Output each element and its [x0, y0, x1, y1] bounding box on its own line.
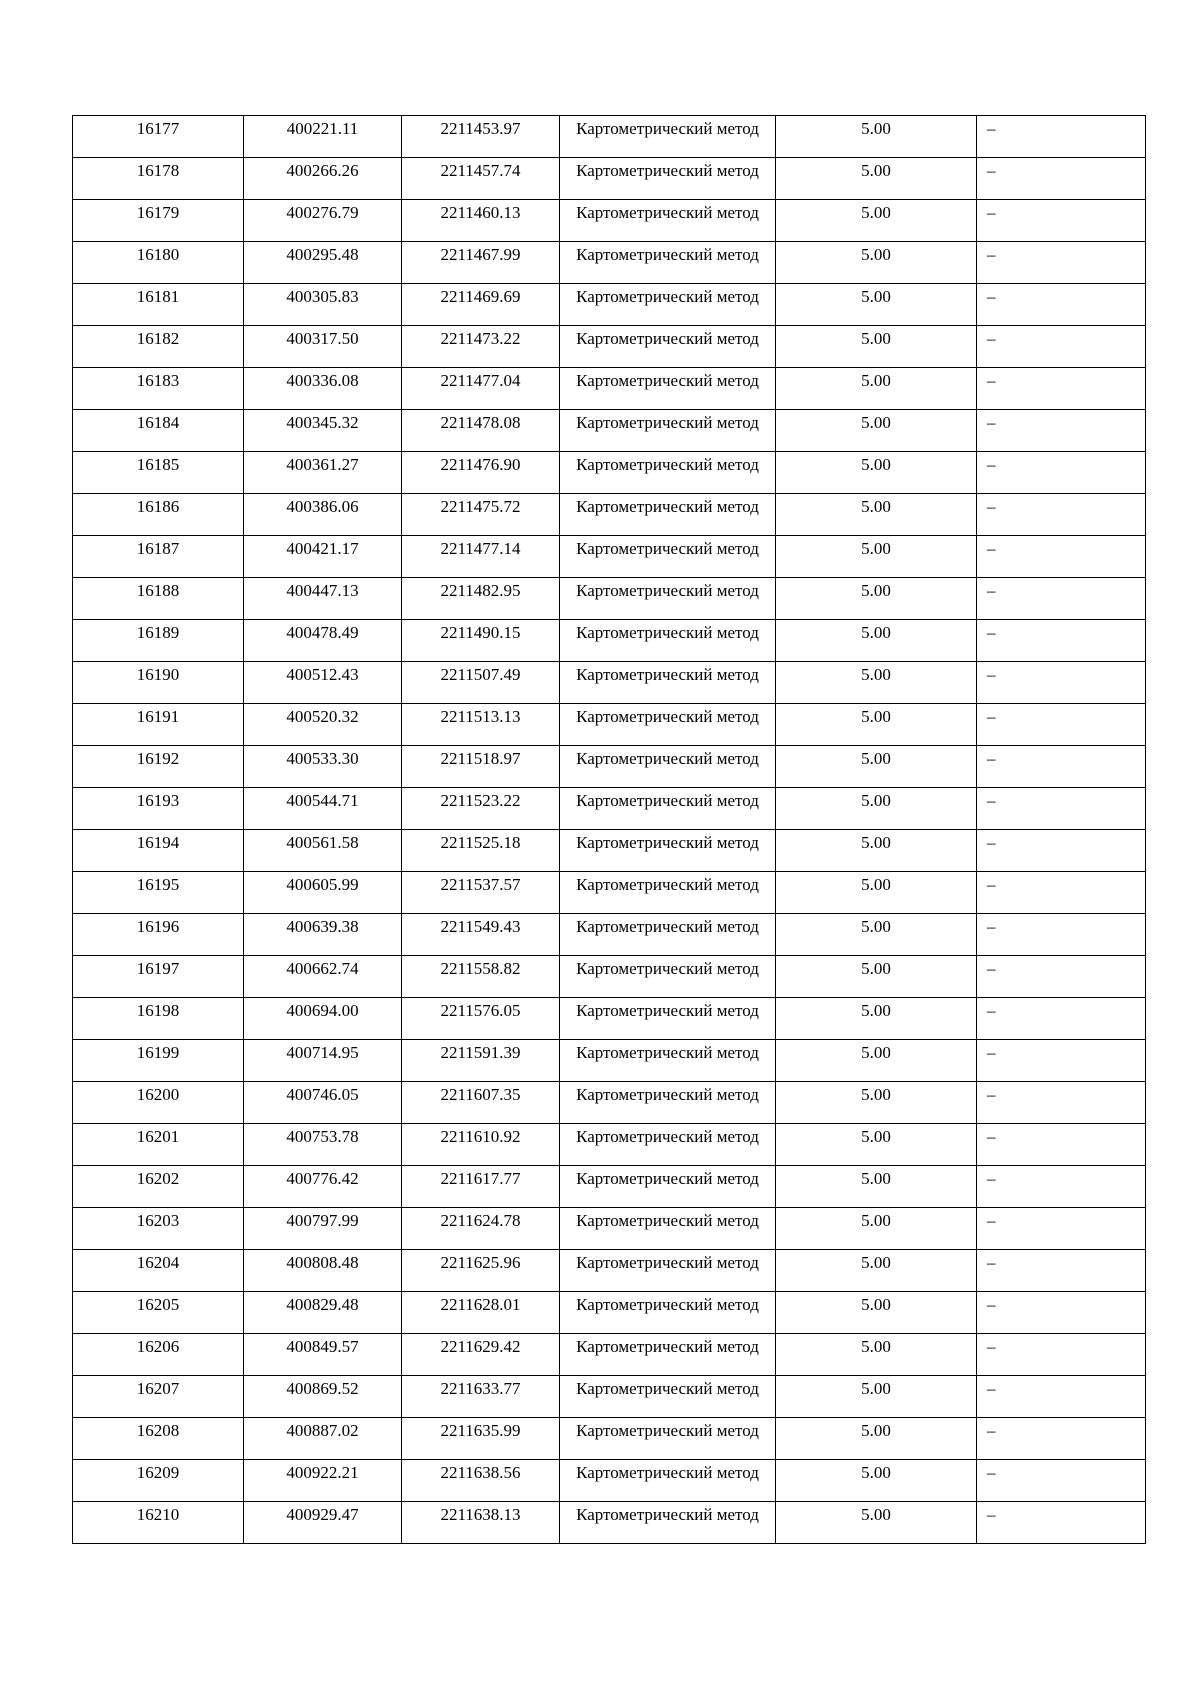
x-coordinate-cell: 400887.02 [244, 1418, 402, 1460]
x-coordinate-cell: 400421.17 [244, 536, 402, 578]
note-cell: – [977, 1376, 1146, 1418]
table-row [73, 578, 1146, 620]
y-coordinate-cell: 2211610.92 [402, 1124, 560, 1166]
note-cell: – [977, 1334, 1146, 1376]
method-cell: Картометрический метод [560, 998, 776, 1040]
y-coordinate-cell: 2211482.95 [402, 578, 560, 620]
accuracy-cell: 5.00 [776, 116, 977, 158]
table-row [73, 956, 1146, 998]
note-cell: – [977, 1460, 1146, 1502]
note-cell: – [977, 536, 1146, 578]
note-cell: – [977, 830, 1146, 872]
table-row [73, 1376, 1146, 1418]
y-coordinate-cell: 2211576.05 [402, 998, 560, 1040]
accuracy-cell: 5.00 [776, 956, 977, 998]
note-cell: – [977, 788, 1146, 830]
table-row [73, 620, 1146, 662]
x-coordinate-cell: 400221.11 [244, 116, 402, 158]
x-coordinate-cell: 400869.52 [244, 1376, 402, 1418]
point-number-cell: 16195 [73, 872, 244, 914]
accuracy-cell: 5.00 [776, 494, 977, 536]
accuracy-cell: 5.00 [776, 662, 977, 704]
table-row [73, 284, 1146, 326]
table-row [73, 242, 1146, 284]
x-coordinate-cell: 400849.57 [244, 1334, 402, 1376]
x-coordinate-cell: 400305.83 [244, 284, 402, 326]
method-cell: Картометрический метод [560, 1166, 776, 1208]
x-coordinate-cell: 400714.95 [244, 1040, 402, 1082]
point-number-cell: 16206 [73, 1334, 244, 1376]
note-cell: – [977, 1502, 1146, 1544]
y-coordinate-cell: 2211629.42 [402, 1334, 560, 1376]
accuracy-cell: 5.00 [776, 746, 977, 788]
note-cell: – [977, 1250, 1146, 1292]
y-coordinate-cell: 2211476.90 [402, 452, 560, 494]
accuracy-cell: 5.00 [776, 1418, 977, 1460]
point-number-cell: 16184 [73, 410, 244, 452]
point-number-cell: 16210 [73, 1502, 244, 1544]
x-coordinate-cell: 400478.49 [244, 620, 402, 662]
point-number-cell: 16196 [73, 914, 244, 956]
note-cell: – [977, 662, 1146, 704]
accuracy-cell: 5.00 [776, 788, 977, 830]
point-number-cell: 16207 [73, 1376, 244, 1418]
y-coordinate-cell: 2211617.77 [402, 1166, 560, 1208]
note-cell: – [977, 704, 1146, 746]
point-number-cell: 16202 [73, 1166, 244, 1208]
x-coordinate-cell: 400386.06 [244, 494, 402, 536]
y-coordinate-cell: 2211460.13 [402, 200, 560, 242]
accuracy-cell: 5.00 [776, 914, 977, 956]
method-cell: Картометрический метод [560, 1208, 776, 1250]
point-number-cell: 16201 [73, 1124, 244, 1166]
table-row [73, 1040, 1146, 1082]
note-cell: – [977, 872, 1146, 914]
x-coordinate-cell: 400605.99 [244, 872, 402, 914]
method-cell: Картометрический метод [560, 872, 776, 914]
x-coordinate-cell: 400922.21 [244, 1460, 402, 1502]
note-cell: – [977, 368, 1146, 410]
accuracy-cell: 5.00 [776, 1502, 977, 1544]
table-row [73, 1166, 1146, 1208]
note-cell: – [977, 452, 1146, 494]
x-coordinate-cell: 400662.74 [244, 956, 402, 998]
table-row [73, 1502, 1146, 1544]
method-cell: Картометрический метод [560, 578, 776, 620]
y-coordinate-cell: 2211475.72 [402, 494, 560, 536]
note-cell: – [977, 200, 1146, 242]
note-cell: – [977, 1040, 1146, 1082]
method-cell: Картометрический метод [560, 1250, 776, 1292]
point-number-cell: 16190 [73, 662, 244, 704]
y-coordinate-cell: 2211638.13 [402, 1502, 560, 1544]
y-coordinate-cell: 2211473.22 [402, 326, 560, 368]
point-number-cell: 16191 [73, 704, 244, 746]
table-row [73, 1460, 1146, 1502]
method-cell: Картометрический метод [560, 116, 776, 158]
y-coordinate-cell: 2211477.14 [402, 536, 560, 578]
point-number-cell: 16188 [73, 578, 244, 620]
y-coordinate-cell: 2211469.69 [402, 284, 560, 326]
table-row [73, 452, 1146, 494]
note-cell: – [977, 410, 1146, 452]
note-cell: – [977, 1124, 1146, 1166]
note-cell: – [977, 1082, 1146, 1124]
accuracy-cell: 5.00 [776, 830, 977, 872]
method-cell: Картометрический метод [560, 1334, 776, 1376]
method-cell: Картометрический метод [560, 788, 776, 830]
method-cell: Картометрический метод [560, 1040, 776, 1082]
x-coordinate-cell: 400336.08 [244, 368, 402, 410]
table-row [73, 1418, 1146, 1460]
table-row [73, 914, 1146, 956]
x-coordinate-cell: 400694.00 [244, 998, 402, 1040]
method-cell: Картометрический метод [560, 914, 776, 956]
point-number-cell: 16203 [73, 1208, 244, 1250]
accuracy-cell: 5.00 [776, 1040, 977, 1082]
x-coordinate-cell: 400639.38 [244, 914, 402, 956]
method-cell: Картометрический метод [560, 1124, 776, 1166]
accuracy-cell: 5.00 [776, 452, 977, 494]
x-coordinate-cell: 400295.48 [244, 242, 402, 284]
method-cell: Картометрический метод [560, 1460, 776, 1502]
y-coordinate-cell: 2211625.96 [402, 1250, 560, 1292]
x-coordinate-cell: 400808.48 [244, 1250, 402, 1292]
table-row [73, 1124, 1146, 1166]
y-coordinate-cell: 2211518.97 [402, 746, 560, 788]
note-cell: – [977, 158, 1146, 200]
y-coordinate-cell: 2211523.22 [402, 788, 560, 830]
x-coordinate-cell: 400447.13 [244, 578, 402, 620]
accuracy-cell: 5.00 [776, 410, 977, 452]
x-coordinate-cell: 400929.47 [244, 1502, 402, 1544]
point-number-cell: 16179 [73, 200, 244, 242]
point-number-cell: 16180 [73, 242, 244, 284]
point-number-cell: 16199 [73, 1040, 244, 1082]
y-coordinate-cell: 2211467.99 [402, 242, 560, 284]
x-coordinate-cell: 400520.32 [244, 704, 402, 746]
table-row [73, 536, 1146, 578]
accuracy-cell: 5.00 [776, 1292, 977, 1334]
table-row [73, 1208, 1146, 1250]
accuracy-cell: 5.00 [776, 1166, 977, 1208]
point-number-cell: 16192 [73, 746, 244, 788]
note-cell: – [977, 284, 1146, 326]
accuracy-cell: 5.00 [776, 1208, 977, 1250]
accuracy-cell: 5.00 [776, 704, 977, 746]
coordinates-table-body [73, 116, 1146, 1544]
table-row [73, 200, 1146, 242]
accuracy-cell: 5.00 [776, 998, 977, 1040]
note-cell: – [977, 116, 1146, 158]
point-number-cell: 16178 [73, 158, 244, 200]
table-row [73, 788, 1146, 830]
method-cell: Картометрический метод [560, 368, 776, 410]
table-row [73, 410, 1146, 452]
y-coordinate-cell: 2211549.43 [402, 914, 560, 956]
method-cell: Картометрический метод [560, 704, 776, 746]
table-row [73, 158, 1146, 200]
table-row [73, 872, 1146, 914]
accuracy-cell: 5.00 [776, 200, 977, 242]
table-row [73, 116, 1146, 158]
x-coordinate-cell: 400512.43 [244, 662, 402, 704]
point-number-cell: 16187 [73, 536, 244, 578]
x-coordinate-cell: 400533.30 [244, 746, 402, 788]
table-row [73, 998, 1146, 1040]
accuracy-cell: 5.00 [776, 284, 977, 326]
note-cell: – [977, 956, 1146, 998]
point-number-cell: 16182 [73, 326, 244, 368]
method-cell: Картометрический метод [560, 1082, 776, 1124]
note-cell: – [977, 746, 1146, 788]
table-row [73, 662, 1146, 704]
method-cell: Картометрический метод [560, 494, 776, 536]
table-row [73, 746, 1146, 788]
table-row [73, 1334, 1146, 1376]
accuracy-cell: 5.00 [776, 1376, 977, 1418]
method-cell: Картометрический метод [560, 200, 776, 242]
y-coordinate-cell: 2211607.35 [402, 1082, 560, 1124]
x-coordinate-cell: 400753.78 [244, 1124, 402, 1166]
note-cell: – [977, 1166, 1146, 1208]
table-row [73, 830, 1146, 872]
y-coordinate-cell: 2211490.15 [402, 620, 560, 662]
point-number-cell: 16208 [73, 1418, 244, 1460]
x-coordinate-cell: 400345.32 [244, 410, 402, 452]
method-cell: Картометрический метод [560, 158, 776, 200]
accuracy-cell: 5.00 [776, 158, 977, 200]
note-cell: – [977, 326, 1146, 368]
table-row [73, 1082, 1146, 1124]
point-number-cell: 16185 [73, 452, 244, 494]
accuracy-cell: 5.00 [776, 326, 977, 368]
y-coordinate-cell: 2211638.56 [402, 1460, 560, 1502]
point-number-cell: 16193 [73, 788, 244, 830]
x-coordinate-cell: 400561.58 [244, 830, 402, 872]
x-coordinate-cell: 400776.42 [244, 1166, 402, 1208]
method-cell: Картометрический метод [560, 452, 776, 494]
note-cell: – [977, 620, 1146, 662]
accuracy-cell: 5.00 [776, 1250, 977, 1292]
note-cell: – [977, 494, 1146, 536]
method-cell: Картометрический метод [560, 662, 776, 704]
point-number-cell: 16186 [73, 494, 244, 536]
accuracy-cell: 5.00 [776, 1082, 977, 1124]
note-cell: – [977, 1418, 1146, 1460]
point-number-cell: 16183 [73, 368, 244, 410]
point-number-cell: 16209 [73, 1460, 244, 1502]
y-coordinate-cell: 2211537.57 [402, 872, 560, 914]
accuracy-cell: 5.00 [776, 1334, 977, 1376]
x-coordinate-cell: 400276.79 [244, 200, 402, 242]
accuracy-cell: 5.00 [776, 368, 977, 410]
y-coordinate-cell: 2211453.97 [402, 116, 560, 158]
accuracy-cell: 5.00 [776, 1460, 977, 1502]
table-row [73, 368, 1146, 410]
point-number-cell: 16197 [73, 956, 244, 998]
table-row [73, 1292, 1146, 1334]
point-number-cell: 16200 [73, 1082, 244, 1124]
x-coordinate-cell: 400266.26 [244, 158, 402, 200]
method-cell: Картометрический метод [560, 410, 776, 452]
coordinates-table [72, 115, 1146, 1544]
y-coordinate-cell: 2211507.49 [402, 662, 560, 704]
table-row [73, 704, 1146, 746]
table-row [73, 494, 1146, 536]
point-number-cell: 16181 [73, 284, 244, 326]
method-cell: Картометрический метод [560, 242, 776, 284]
y-coordinate-cell: 2211624.78 [402, 1208, 560, 1250]
accuracy-cell: 5.00 [776, 620, 977, 662]
x-coordinate-cell: 400317.50 [244, 326, 402, 368]
method-cell: Картометрический метод [560, 1292, 776, 1334]
point-number-cell: 16177 [73, 116, 244, 158]
method-cell: Картометрический метод [560, 746, 776, 788]
method-cell: Картометрический метод [560, 1502, 776, 1544]
y-coordinate-cell: 2211477.04 [402, 368, 560, 410]
x-coordinate-cell: 400797.99 [244, 1208, 402, 1250]
method-cell: Картометрический метод [560, 620, 776, 662]
method-cell: Картометрический метод [560, 536, 776, 578]
y-coordinate-cell: 2211633.77 [402, 1376, 560, 1418]
accuracy-cell: 5.00 [776, 536, 977, 578]
x-coordinate-cell: 400361.27 [244, 452, 402, 494]
x-coordinate-cell: 400746.05 [244, 1082, 402, 1124]
point-number-cell: 16198 [73, 998, 244, 1040]
y-coordinate-cell: 2211558.82 [402, 956, 560, 998]
table-row [73, 1250, 1146, 1292]
accuracy-cell: 5.00 [776, 578, 977, 620]
note-cell: – [977, 242, 1146, 284]
y-coordinate-cell: 2211513.13 [402, 704, 560, 746]
y-coordinate-cell: 2211525.18 [402, 830, 560, 872]
note-cell: – [977, 1208, 1146, 1250]
table-row [73, 326, 1146, 368]
method-cell: Картометрический метод [560, 1376, 776, 1418]
method-cell: Картометрический метод [560, 284, 776, 326]
point-number-cell: 16204 [73, 1250, 244, 1292]
x-coordinate-cell: 400544.71 [244, 788, 402, 830]
y-coordinate-cell: 2211628.01 [402, 1292, 560, 1334]
accuracy-cell: 5.00 [776, 1124, 977, 1166]
y-coordinate-cell: 2211591.39 [402, 1040, 560, 1082]
accuracy-cell: 5.00 [776, 872, 977, 914]
method-cell: Картометрический метод [560, 956, 776, 998]
point-number-cell: 16205 [73, 1292, 244, 1334]
y-coordinate-cell: 2211457.74 [402, 158, 560, 200]
note-cell: – [977, 578, 1146, 620]
method-cell: Картометрический метод [560, 830, 776, 872]
accuracy-cell: 5.00 [776, 242, 977, 284]
point-number-cell: 16194 [73, 830, 244, 872]
note-cell: – [977, 914, 1146, 956]
method-cell: Картометрический метод [560, 1418, 776, 1460]
x-coordinate-cell: 400829.48 [244, 1292, 402, 1334]
note-cell: – [977, 1292, 1146, 1334]
y-coordinate-cell: 2211478.08 [402, 410, 560, 452]
point-number-cell: 16189 [73, 620, 244, 662]
y-coordinate-cell: 2211635.99 [402, 1418, 560, 1460]
note-cell: – [977, 998, 1146, 1040]
method-cell: Картометрический метод [560, 326, 776, 368]
